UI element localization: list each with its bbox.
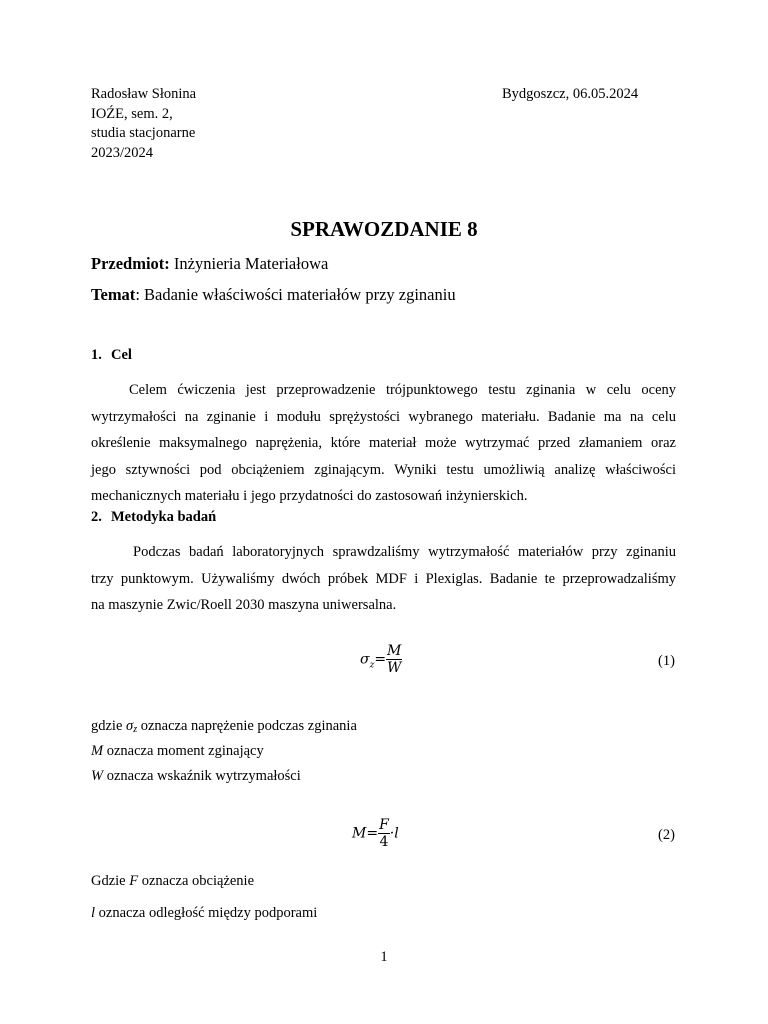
legend-prefix: Gdzie	[91, 873, 130, 889]
legend-symbol: σ	[126, 718, 134, 734]
eq1-legend-line-1	[91, 718, 357, 735]
paragraph-line: określenie maksymalnego naprężenia, które materiał może wytrzymać przed złamaniem oraz	[91, 435, 676, 451]
place-date: Bydgoszcz, 06.05.2024	[502, 86, 639, 102]
legend-symbol-sub: z	[133, 724, 138, 735]
eq1-lhs-sub: z	[369, 660, 375, 671]
eq1-legend-line-2	[91, 743, 264, 760]
legend-text: oznacza obciążenie	[138, 873, 255, 889]
eq2-numerator: F	[379, 817, 389, 833]
section-number: 2.	[91, 509, 102, 525]
section-heading-cel	[91, 347, 132, 364]
eq2-legend-line-1	[91, 873, 254, 890]
equation-2-number: (2)	[658, 827, 675, 843]
study-mode: studia stacjonarne	[91, 125, 196, 141]
paragraph-line: wytrzymałości na zginanie i modułu sprężystości wybranego materiału. Badanie ma na celu	[91, 408, 676, 425]
legend-text: oznacza odległość między podporami	[95, 905, 318, 921]
eq1-legend-line-3	[91, 768, 301, 785]
page-number: 1	[380, 949, 388, 965]
program-info: IOŹE, sem. 2,	[91, 105, 173, 122]
topic-value: : Badanie właściwości materiałów przy zginaniu	[135, 285, 456, 304]
paragraph-line: Celem ćwiczenia jest przeprowadzenie trójpunktowego testu zginania w celu oceny	[129, 382, 676, 398]
eq2-lhs: M	[352, 825, 367, 842]
topic-label: Temat	[91, 285, 136, 304]
paragraph-line: na maszynie Zwic/Roell 2030 maszyna uniwersalna.	[91, 597, 397, 613]
report-title: SPRAWOZDANIE 8	[290, 217, 478, 241]
author-block	[91, 86, 196, 164]
section-paragraph-metodyka	[91, 539, 676, 619]
eq2-tail: ·l	[389, 825, 399, 842]
legend-text: oznacza moment zginający	[103, 743, 264, 759]
section-title: Metodyka badań	[111, 509, 217, 525]
eq1-lhs: σ	[360, 651, 370, 668]
legend-text: oznacza wskaźnik wytrzymałości	[103, 768, 301, 784]
legend-text: oznacza naprężenie podczas zginania	[137, 718, 357, 734]
eq2-equals: =	[366, 825, 379, 842]
legend-symbol: M	[91, 743, 104, 759]
subject-label: Przedmiot:	[91, 254, 170, 273]
legend-symbol: F	[129, 873, 139, 889]
eq2-fraction	[378, 817, 390, 850]
legend-symbol: l	[91, 905, 96, 921]
paragraph-line: jego sztywności pod obciążeniem zginającym. Wyniki testu umożliwią analizę właściwości	[91, 461, 676, 478]
eq1-denominator: W	[387, 660, 402, 676]
academic-year: 2023/2024	[91, 144, 154, 161]
topic-line	[91, 285, 456, 305]
section-paragraph-cel	[91, 377, 676, 510]
paragraph-line: mechanicznych materiału i jego przydatności do zastosowań inżynierskich.	[91, 488, 528, 504]
eq1-fraction	[386, 643, 402, 676]
paragraph-line: trzy punktowym. Używaliśmy dwóch próbek MDF i Plexiglas. Badanie te przeprowadzaliśmy	[91, 570, 676, 587]
paragraph-line: Podczas badań laboratoryjnych sprawdzaliśmy wytrzymałość materiałów przy zginaniu	[133, 544, 676, 560]
eq2-legend-line-2	[91, 905, 317, 922]
section-title: Cel	[111, 347, 132, 363]
subject-line	[91, 254, 328, 274]
subject-value: Inżynieria Materiałowa	[169, 254, 329, 273]
equation-1	[360, 643, 402, 676]
author-name: Radosław Słonina	[91, 86, 197, 102]
section-heading-metodyka	[91, 509, 216, 526]
eq2-denominator: 4	[379, 834, 389, 850]
eq1-numerator: M	[387, 643, 402, 659]
equation-2	[352, 817, 399, 850]
equation-1-number: (1)	[658, 653, 675, 669]
section-number: 1.	[91, 347, 102, 363]
eq1-equals: =	[374, 651, 387, 668]
legend-prefix: gdzie	[91, 718, 127, 734]
legend-symbol: W	[91, 768, 104, 784]
